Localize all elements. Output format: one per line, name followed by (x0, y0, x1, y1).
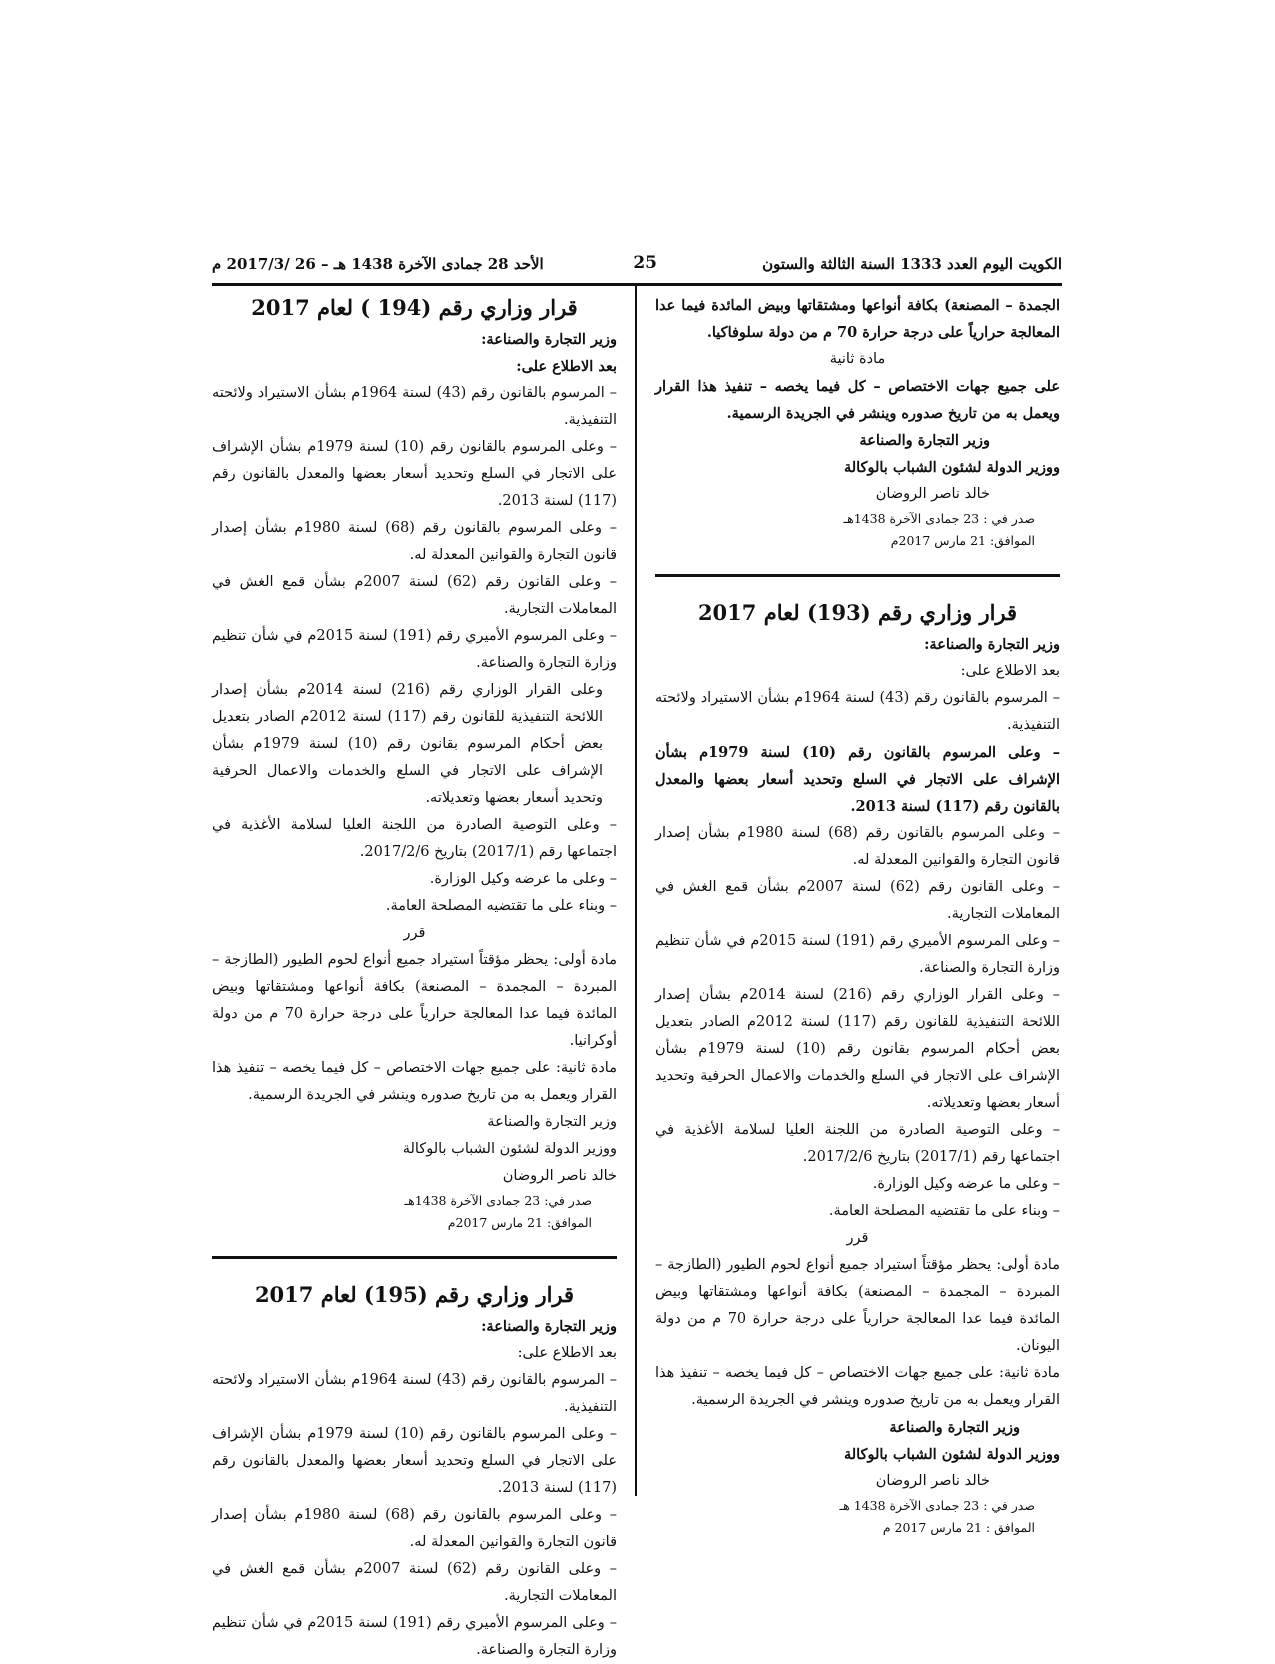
preamble-item: – وعلى المرسوم بالقانون رقم (10) لسنة 1979م بشأن الإشراف على الاتجار في السلع وتحديد أسعار بعضها والمعدل بالقانون رقم (117) لسنة 2013. (655, 744, 1060, 815)
section-separator (655, 574, 1060, 577)
article-text: مادة ثانية: على جميع جهات الاختصاص – كل فيما يخصه – تنفيذ هذا القرار ويعمل به من تاريخ صدوره وينشر في الجريدة الرسمية. (655, 1365, 1060, 1408)
preamble-item: – وعلى المرسوم بالقانون رقم (68) لسنة 1980م بشأن إصدار قانون التجارة والقوانين المعدلة له. (212, 520, 617, 563)
preamble-item: – وعلى القرار الوزاري رقم (216) لسنة 2014م بشأن إصدار اللائحة التنفيذية للقانون رقم (117) لسنة 2012م الصادر بتعديل بعض أحكام المرسوم بقانون رقم (10) لسنة 1979م بشأن الإشراف على الاتجار في السلع والخدمات والاعمال الحرفية وتحديد أسعار بعضها وتعديلاته. (655, 987, 1060, 1111)
minister-line: وزير التجارة والصناعة: (481, 1318, 617, 1335)
signature-name: خالد ناصر الروضان (875, 486, 990, 502)
preamble-item: – وعلى المرسوم الأميري رقم (191) لسنة 2015م في شأن تنظيم وزارة التجارة والصناعة. (212, 628, 617, 671)
preamble-item: وعلى القرار الوزاري رقم (216) لسنة 2014م بشأن إصدار اللائحة التنفيذية للقانون رقم (117) لسنة 2012م الصادر بتعديل بعض أحكام المرسوم بقانون رقم (10) لسنة 1979م بشأن الإشراف على الاتجار في السلع والخدمات والاعمال الحرفية وتحديد أسعار بعضها وتعديلاته. (212, 682, 603, 806)
preamble-line: بعد الاطلاع على: (960, 663, 1060, 679)
header-date: الأحد 28 جمادى الآخرة 1438 هـ – 26 /2017/3 م (212, 255, 544, 273)
article-text: مادة أولى: يحظر مؤقتاً استيراد جميع أنواع لحوم الطيور (الطازجة – المبردة – المجمدة – المصنعة) بكافة أنواعها ومشتقاتها وبيض المائدة فيما عدا المعالجة حرارياً على درجة حرارة 70 م من دولة أوكرانيا. (212, 952, 617, 1049)
signature-title: وزير التجارة والصناعة (859, 432, 990, 449)
preamble-item: – المرسوم بالقانون رقم (43) لسنة 1964م بشأن الاستيراد ولائحته التنفيذية. (212, 385, 617, 428)
decision-title: قرار وزاري رقم (195) لعام 2017 (254, 1282, 575, 1307)
preamble-line: بعد الاطلاع على: (516, 358, 617, 375)
preamble-item: – وعلى ما عرضه وكيل الوزارة. (872, 1176, 1060, 1192)
corresponding-date: الموافق: 21 مارس 2017م (447, 1215, 592, 1230)
signature-name: خالد ناصر الروضان (875, 1473, 990, 1489)
corresponding-date: الموافق: 21 مارس 2017م (890, 533, 1035, 548)
preamble-item: – وعلى المرسوم بالقانون رقم (10) لسنة 1979م بشأن الإشراف على الاتجار في السلع وتحديد أسعار بعضها والمعدل بالقانون رقم (117) لسنة 2013. (212, 1426, 617, 1496)
preamble-item: – وبناء على ما تقتضيه المصلحة العامة. (385, 898, 617, 914)
decision-title: قرار وزاري رقم (193) لعام 2017 (697, 600, 1018, 625)
signature-title: وزير التجارة والصناعة (487, 1114, 617, 1130)
preamble-item: – وعلى المرسوم بالقانون رقم (68) لسنة 1980م بشأن إصدار قانون التجارة والقوانين المعدلة له. (212, 1507, 617, 1550)
column-divider (635, 286, 637, 1496)
corresponding-date: الموافق : 21 مارس 2017 م (882, 1520, 1035, 1535)
preamble-item: – وعلى المرسوم الأميري رقم (191) لسنة 2015م في شأن تنظيم وزارة التجارة والصناعة. (655, 933, 1060, 976)
header-issue-info: الكويت اليوم العدد 1333 السنة الثالثة والستون (762, 255, 1062, 273)
issued-date: صدر في : 23 جمادى الآخرة 1438هـ (843, 511, 1035, 526)
minister-line: وزير التجارة والصناعة: (924, 636, 1060, 653)
section-separator (212, 1256, 617, 1259)
left-column (212, 292, 617, 1664)
signature-title: وزير التجارة والصناعة (889, 1419, 1020, 1436)
minister-line: وزير التجارة والصناعة: (481, 331, 617, 348)
signature-title: ووزير الدولة لشئون الشباب بالوكالة (843, 459, 1060, 476)
decision-title: قرار وزاري رقم (194 ) لعام 2017 (251, 295, 578, 320)
issued-date: صدر في: 23 جمادى الآخرة 1438هـ (404, 1193, 592, 1208)
decided-heading: قرر (846, 1230, 869, 1246)
preamble-line: بعد الاطلاع على: (517, 1345, 617, 1361)
preamble-item: – وعلى التوصية الصادرة من اللجنة العليا لسلامة الأغذية في اجتماعها رقم (2017/1) بتاريخ 2017/2/6. (655, 1122, 1060, 1165)
article-text: على جميع جهات الاختصاص – كل فيما يخصه – تنفيذ هذا القرار ويعمل به من تاريخ صدوره وينشر في الجريدة الرسمية. (655, 378, 1060, 422)
issued-date: صدر في : 23 جمادى الآخرة 1438 هـ (839, 1498, 1035, 1513)
preamble-item: – وعلى ما عرضه وكيل الوزارة. (429, 871, 617, 887)
continued-text: الجمدة – المصنعة) بكافة أنواعها ومشتقاتها وبيض المائدة فيما عدا المعالجة حرارياً على درجة حرارة 70 م من دولة سلوفاكيا. (655, 297, 1060, 341)
header-rule (212, 283, 1062, 286)
signature-title: ووزير الدولة لشئون الشباب بالوكالة (843, 1446, 1060, 1463)
preamble-item: – وبناء على ما تقتضيه المصلحة العامة. (828, 1203, 1060, 1219)
preamble-item: – المرسوم بالقانون رقم (43) لسنة 1964م بشأن الاستيراد ولائحته التنفيذية. (212, 1372, 617, 1415)
preamble-item: – وعلى المرسوم بالقانون رقم (10) لسنة 1979م بشأن الإشراف على الاتجار في السلع وتحديد أسعار بعضها والمعدل بالقانون رقم (117) لسنة 2013. (212, 439, 617, 509)
preamble-item: – وعلى القانون رقم (62) لسنة 2007م بشأن قمع الغش في المعاملات التجارية. (212, 574, 617, 617)
preamble-item: – المرسوم بالقانون رقم (43) لسنة 1964م بشأن الاستيراد ولائحته التنفيذية. (655, 690, 1060, 733)
signature-title: ووزير الدولة لشئون الشباب بالوكالة (402, 1141, 617, 1157)
article-heading: مادة ثانية (829, 351, 886, 367)
preamble-item: – وعلى القانون رقم (62) لسنة 2007م بشأن قمع الغش في المعاملات التجارية. (655, 879, 1060, 922)
page-header (212, 255, 1062, 281)
right-column (655, 292, 1060, 1539)
page-number: 25 (633, 253, 657, 273)
preamble-item: – وعلى القانون رقم (62) لسنة 2007م بشأن قمع الغش في المعاملات التجارية. (212, 1561, 617, 1604)
article-text: مادة أولى: يحظر مؤقتاً استيراد جميع أنواع لحوم الطيور (الطازجة – المبردة – المجمدة – المصنعة) بكافة أنواعها ومشتقاتها وبيض المائدة فيما عدا المعالجة حرارياً على درجة حرارة 70 م من دولة اليونان. (655, 1257, 1060, 1354)
signature-name: خالد ناصر الروضان (502, 1168, 617, 1184)
preamble-item: – وعلى المرسوم الأميري رقم (191) لسنة 2015م في شأن تنظيم وزارة التجارة والصناعة. (212, 1615, 617, 1658)
article-text: مادة ثانية: على جميع جهات الاختصاص – كل فيما يخصه – تنفيذ هذا القرار ويعمل به من تاريخ صدوره وينشر في الجريدة الرسمية. (212, 1060, 617, 1103)
decided-heading: قرر (403, 925, 426, 941)
preamble-item: – وعلى المرسوم بالقانون رقم (68) لسنة 1980م بشأن إصدار قانون التجارة والقوانين المعدلة له. (655, 825, 1060, 868)
preamble-item: – وعلى التوصية الصادرة من اللجنة العليا لسلامة الأغذية في اجتماعها رقم (2017/1) بتاريخ 2017/2/6. (212, 817, 617, 860)
